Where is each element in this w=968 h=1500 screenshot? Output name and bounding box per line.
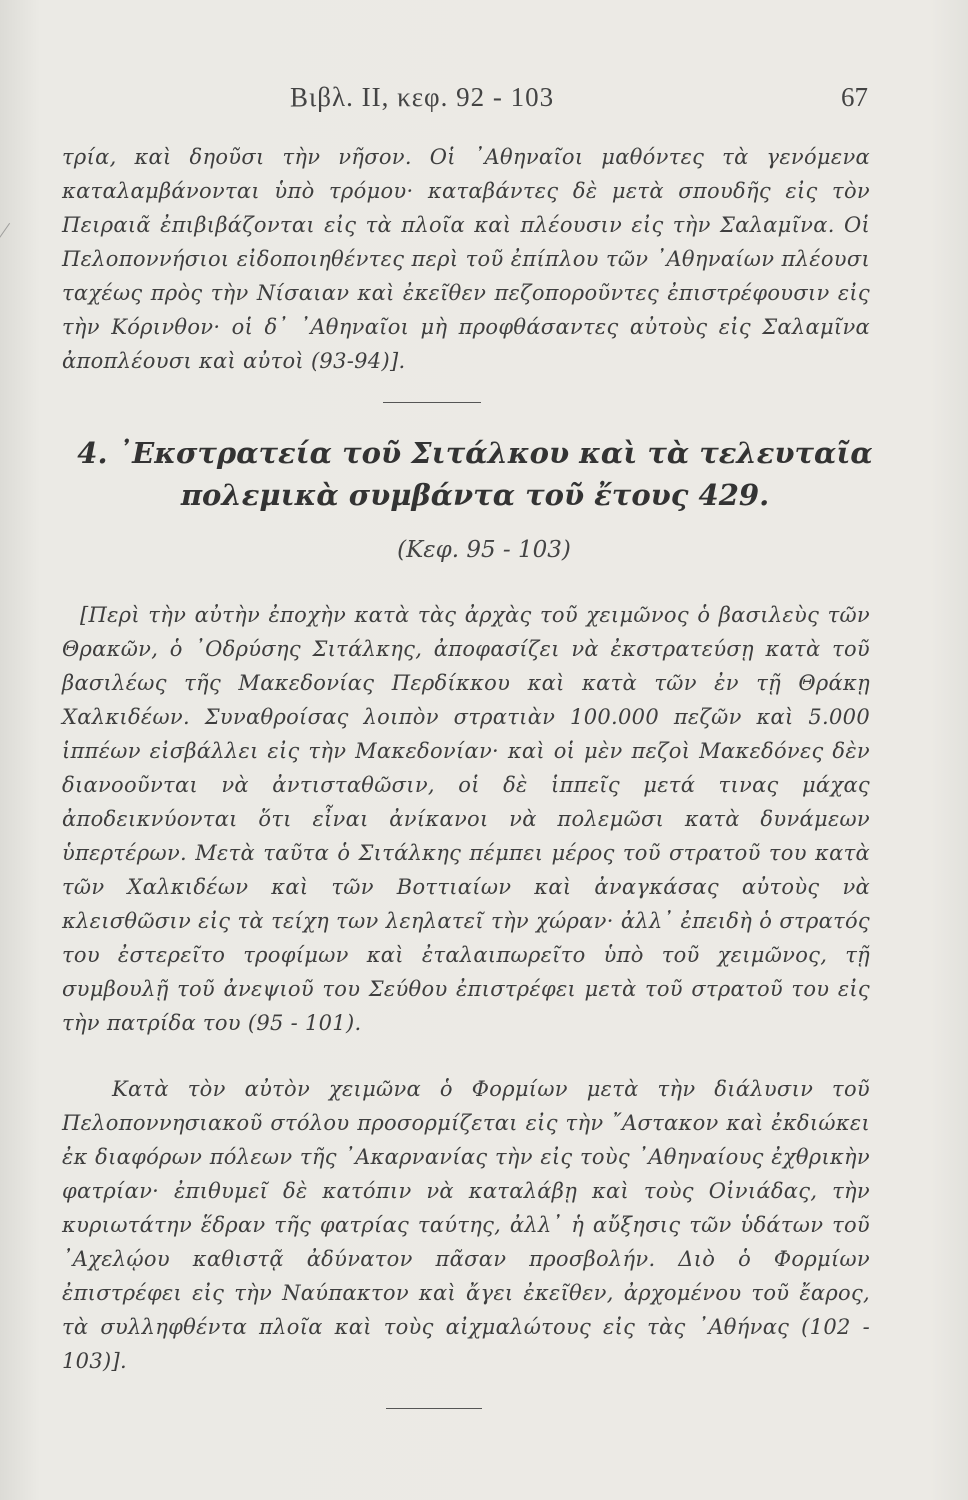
running-head: Βιβλ. II, κεφ. 92 - 103: [290, 82, 555, 112]
paragraph-phormion: Κατὰ τὸν αὐτὸν χειμῶνα ὁ Φορμίων μετὰ τὴν διάλυσιν τοῦ Πελοποννησιακοῦ στόλου προσορμίζεται εἰς τὴν ῎Αστακον καὶ ἐκδιώκει ἐκ διαφόρων πόλεων τῆς ᾿Ακαρνανίας τὴν εἰς τοὺς ᾿Αθηναίους ἐχθρικὴν φατρίαν· ἐπιθυμεῖ δὲ κατόπιν νὰ καταλάβῃ καὶ τοὺς Οἰνιάδας, τὴν κυριωτάτην ἕδραν τῆς φατρίας ταύτης, ἀλλ᾿ ἡ αὔξησις τῶν ὑδάτων τοῦ ᾿Αχελῴου καθιστᾷ ἀδύνατον πᾶσαν προσβολήν. Διὸ ὁ Φορμίων ἐπιστρέφει εἰς τὴν Ναύπακτον καὶ ἄγει ἐκεῖθεν, ἀρχομένου τοῦ ἔαρος, τὰ συλληφθέντα πλοῖα καὶ τοὺς αἰχμαλώτους εἰς τὰς ᾿Αθήνας (102 - 103)].: [62, 1077, 870, 1373]
section-heading: [60, 432, 890, 516]
section-heading-line-2: πολεμικὰ συμβάντα τοῦ ἔτους 429.: [180, 478, 770, 512]
separator-rule: [386, 1408, 482, 1409]
page-number: 67: [841, 82, 868, 112]
paragraph-continued: τρία, καὶ δηοῦσι τὴν νῆσον. Οἱ ᾿Αθηναῖοι μαθόντες τὰ γενόμενα καταλαμβάνονται ὑπὸ τρόμου· καταβάντες δὲ μετὰ σπουδῆς εἰς τὸν Πειραιᾶ ἐπιβιβάζονται εἰς τὰ πλοῖα καὶ πλέουσιν εἰς τὴν Σαλαμῖνα. Οἱ Πελοποννήσιοι εἰδοποιηθέντες περὶ τοῦ ἐπίπλου τῶν ᾿Αθηναίων πλέουσι ταχέως πρὸς τὴν Νίσαιαν καὶ ἐκεῖθεν πεζοποροῦντες ἐπιστρέφουσιν εἰς τὴν Κόρινθον· οἱ δ᾿ ᾿Αθηναῖοι μὴ προφθάσαντες αὐτοὺς εἰς Σαλαμῖνα ἀποπλέουσι καὶ αὐτοὶ (93-94)].: [62, 145, 870, 373]
chapter-reference: (Κεφ. 95 - 103): [397, 537, 571, 563]
paragraph-sitalces: [Περὶ τὴν αὐτὴν ἐποχὴν κατὰ τὰς ἀρχὰς τοῦ χειμῶνος ὁ βασιλεὺς τῶν Θρακῶν, ὁ ᾿Οδρύσης Σιτάλκης, ἀποφασίζει νὰ ἐκστρατεύσῃ κατὰ τοῦ βασιλέως τῆς Μακεδονίας Περδίκκου καὶ κατὰ τῶν ἐν τῇ Θράκῃ Χαλκιδέων. Συναθροίσας λοιπὸν στρατιὰν 100.000 πεζῶν καὶ 5.000 ἱππέων εἰσβάλλει εἰς τὴν Μακεδονίαν· καὶ οἱ μὲν πεζοὶ Μακεδόνες δὲν διανοοῦνται νὰ ἀντισταθῶσιν, οἱ δὲ ἱππεῖς μετά τινας μάχας ἀποδεικνύονται ὅτι εἶναι ἀνίκανοι νὰ πολεμῶσι κατὰ δυνάμεων ὑπερτέρων. Μετὰ ταῦτα ὁ Σιτάλκης πέμπει μέρος τοῦ στρατοῦ του κατὰ τῶν Χαλκιδέων καὶ τῶν Βοττιαίων καὶ ἀναγκάσας αὐτοὺς νὰ κλεισθῶσιν εἰς τὰ τείχη των λεηλατεῖ τὴν χώραν· ἀλλ᾿ ἐπειδὴ ὁ στρατός του ἐστερεῖτο τροφίμων καὶ ἐταλαιπωρεῖτο ὑπὸ τοῦ χειμῶνος, τῇ συμβουλῇ τοῦ ἀνεψιοῦ του Σεύθου ἐπιστρέφει μετὰ τοῦ στρατοῦ του εἰς τὴν πατρίδα του (95 - 101).: [62, 603, 870, 1035]
margin-mark: [0, 223, 23, 249]
section-heading-line-1: 4. ᾿Εκστρατεία τοῦ Σιτάλκου καὶ τὰ τελευταῖα: [77, 436, 873, 470]
page-header: [0, 82, 968, 118]
separator-rule: [383, 402, 481, 403]
